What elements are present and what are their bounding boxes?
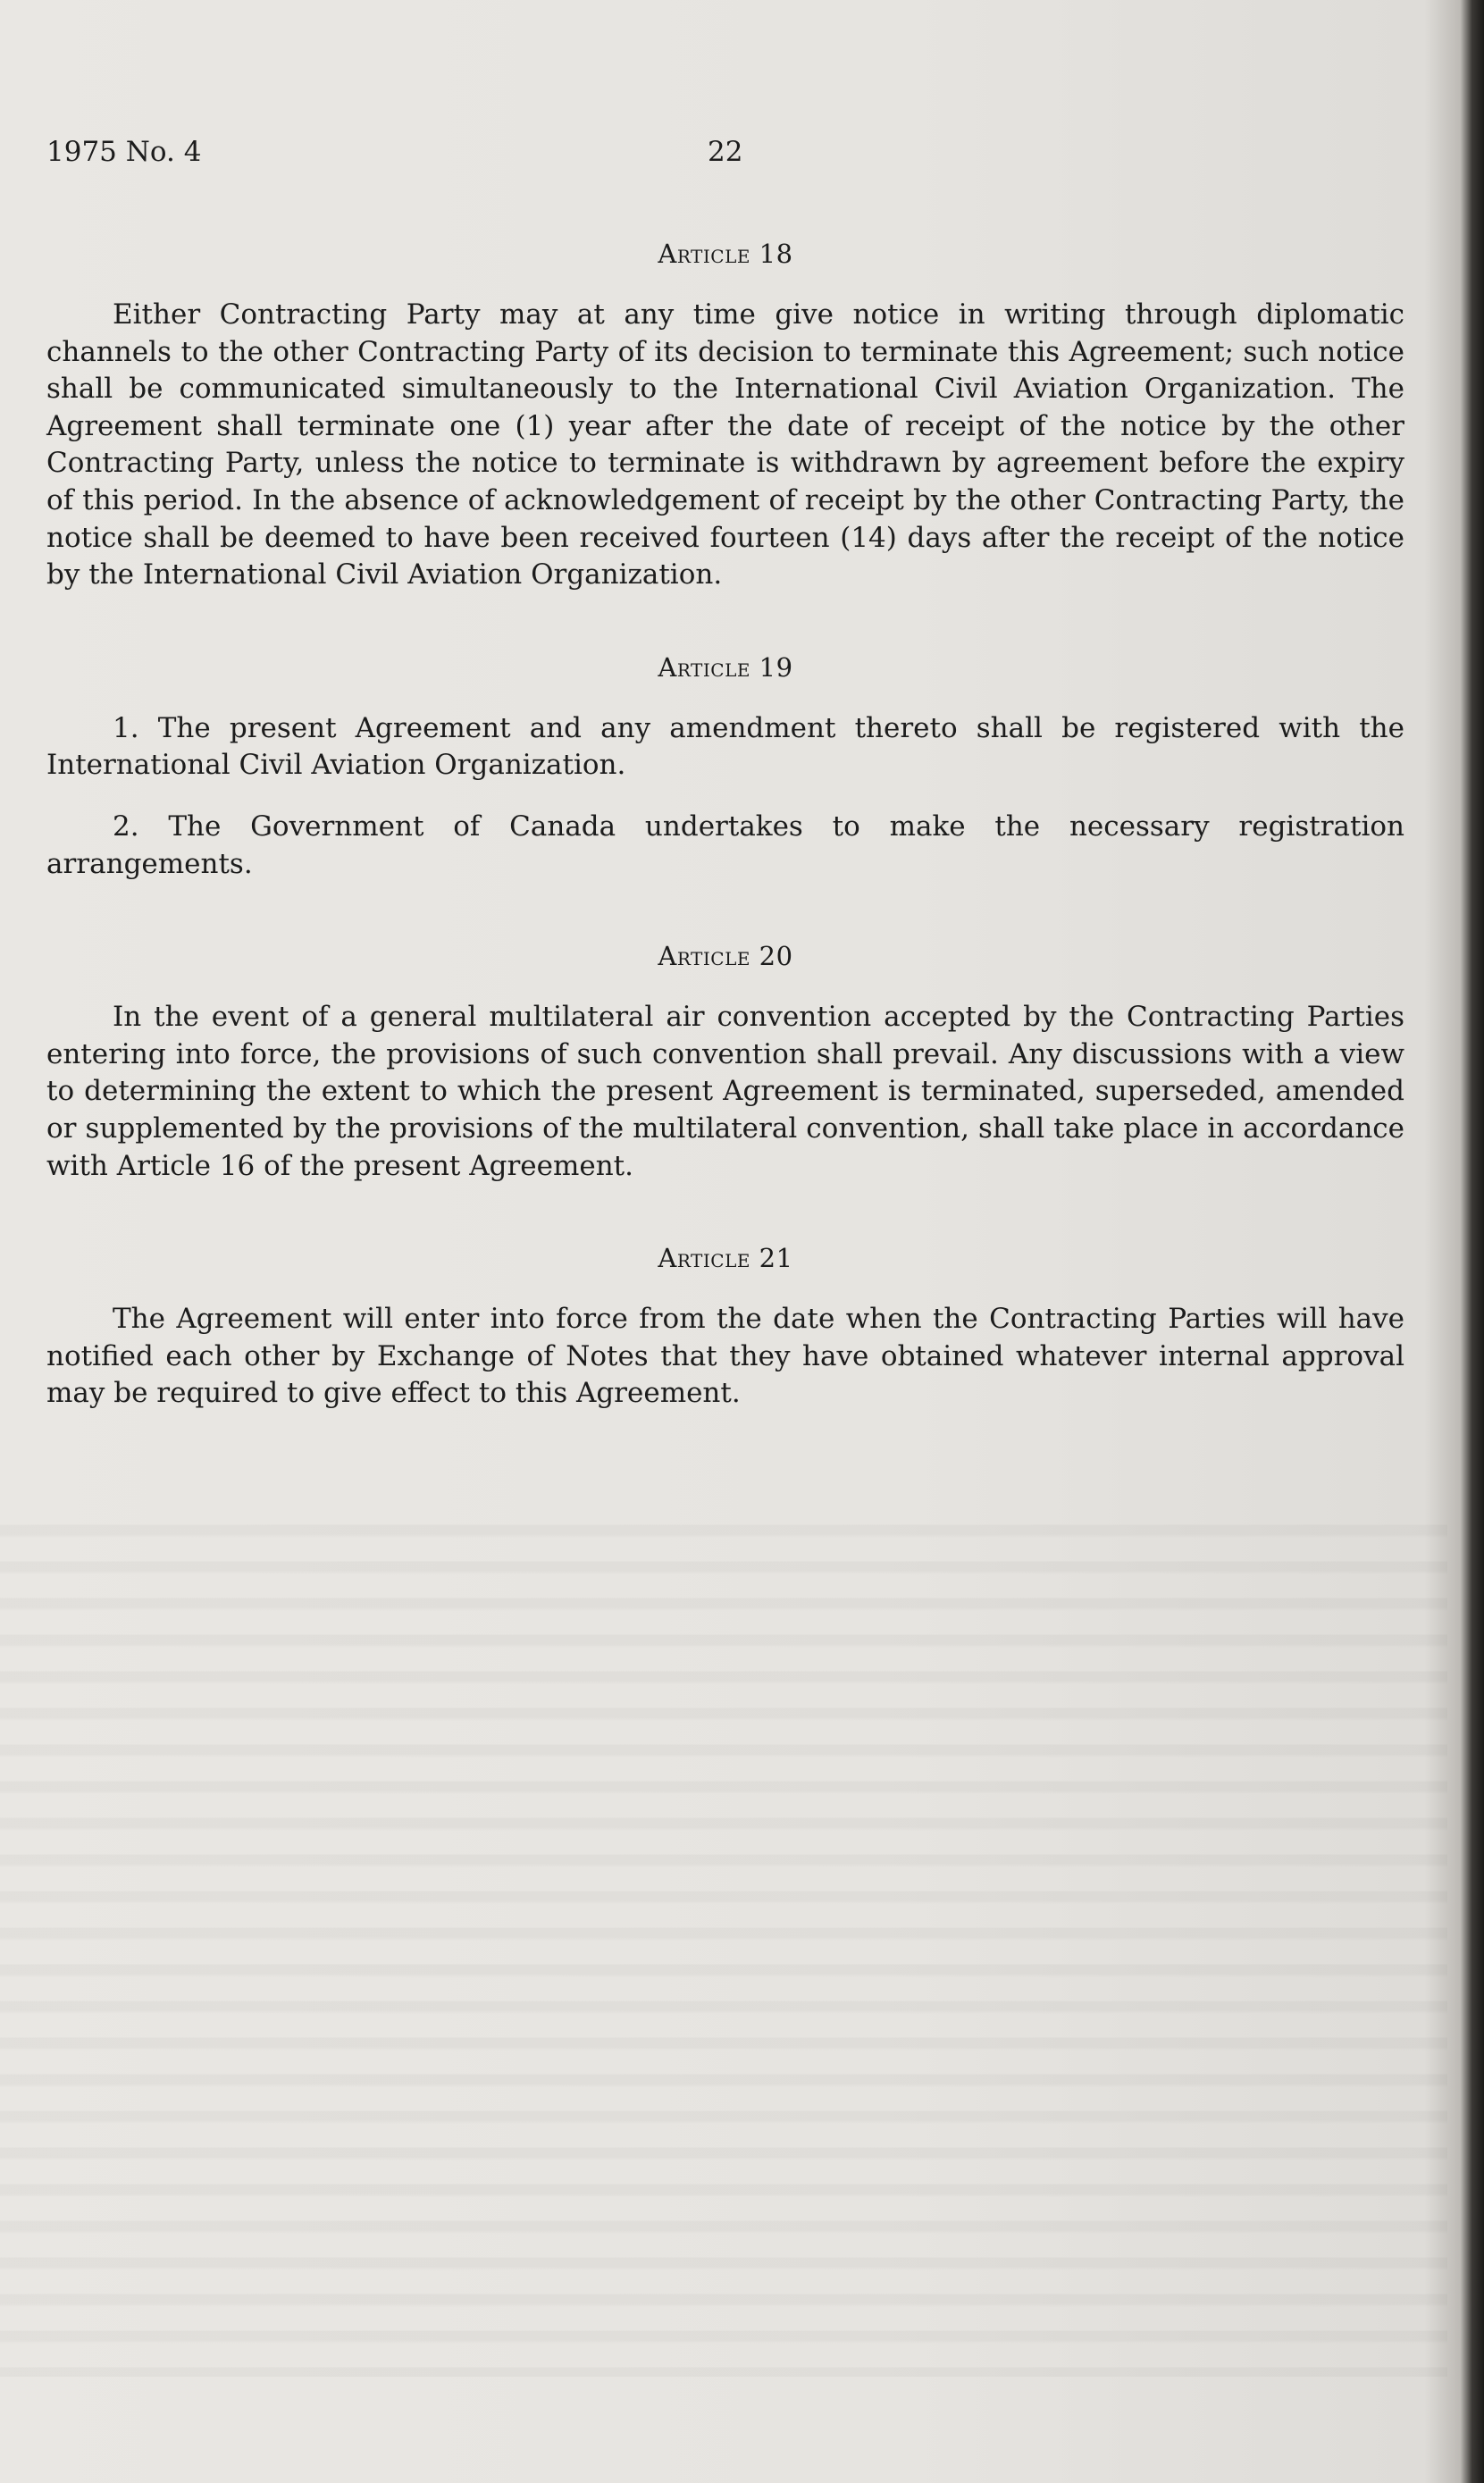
article-21	[46, 1238, 1404, 1413]
article-paragraph: 1. The present Agreement and any amendment thereto shall be registered with the International Civil Aviation Organization.	[46, 711, 1404, 782]
document-reference: 1975 No. 4	[46, 136, 202, 168]
article-heading: Article 19	[658, 651, 793, 683]
article-heading: Article 20	[658, 941, 793, 972]
article-heading: Article 21	[658, 1243, 793, 1274]
page-header	[46, 136, 1404, 177]
article-paragraph: The Agreement will enter into force from the date when the Contracting Parties will have notified each other by Exchange of Notes that they have obtained whatever internal approval may be required to give effect to this Agreement.	[46, 1303, 1404, 1410]
page-number: 22	[708, 136, 743, 168]
article-paragraph: In the event of a general multilateral air convention accepted by the Contracting Parties entering into force, the provisions of such convention shall prevail. Any discussions with a view to determining the extent to which the present Agreement is terminated, superseded, amended or supplemented by the provisions of the multilateral convention, shall take place in accordance with Article 16 of the present Agreement.	[46, 1001, 1404, 1182]
article-heading: Article 18	[658, 239, 793, 269]
article-19	[46, 648, 1404, 883]
document-body	[46, 234, 1404, 1413]
article-18	[46, 234, 1404, 594]
article-20	[46, 936, 1404, 1185]
article-paragraph: 2. The Government of Canada undertakes to make the necessary registration arrangements.	[46, 809, 1404, 880]
article-paragraph: Either Contracting Party may at any time give notice in writing through diplomatic channels to the other Contracting Party of its decision to terminate this Agreement; such notice shall be communicated simultaneously to the International Civil Aviation Organization. The Agreement shall terminate one (1) year after the date of receipt of the notice by the other Contracting Party, unless the notice to terminate is withdrawn by agreement before the expiry of this period. In the absence of acknowledgement of receipt by the other Contracting Party, the notice shall be deemed to have been received fourteen (14) days after the receipt of the notice by the International Civil Aviation Organization.	[46, 298, 1404, 591]
show-through-texture	[0, 1501, 1447, 2377]
